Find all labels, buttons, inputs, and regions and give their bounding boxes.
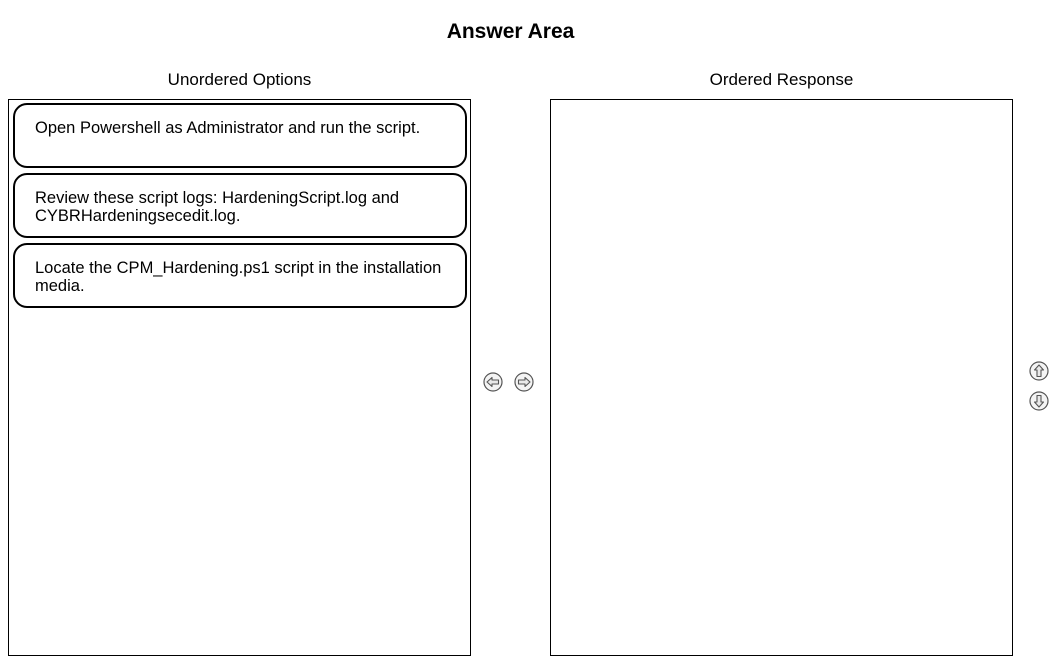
ordered-response-label: Ordered Response bbox=[709, 70, 854, 89]
option-item-review-logs[interactable]: Review these script logs: HardeningScript.log and CYBRHardeningsecedit.log. bbox=[13, 173, 467, 238]
option-item-run-script[interactable]: Open Powershell as Administrator and run the script. bbox=[13, 103, 467, 168]
arrow-down-circle-icon[interactable] bbox=[1029, 391, 1049, 411]
option-item-locate-script[interactable]: Locate the CPM_Hardening.ps1 script in the installation media. bbox=[13, 243, 467, 308]
arrow-right-circle-icon[interactable] bbox=[514, 372, 534, 392]
unordered-options-list bbox=[8, 99, 471, 656]
unordered-options-label: Unordered Options bbox=[167, 70, 312, 89]
ordered-response-list[interactable] bbox=[550, 99, 1013, 656]
arrow-up-circle-icon[interactable] bbox=[1029, 361, 1049, 381]
page-title: Answer Area bbox=[446, 20, 575, 43]
arrow-left-circle-icon[interactable] bbox=[483, 372, 503, 392]
